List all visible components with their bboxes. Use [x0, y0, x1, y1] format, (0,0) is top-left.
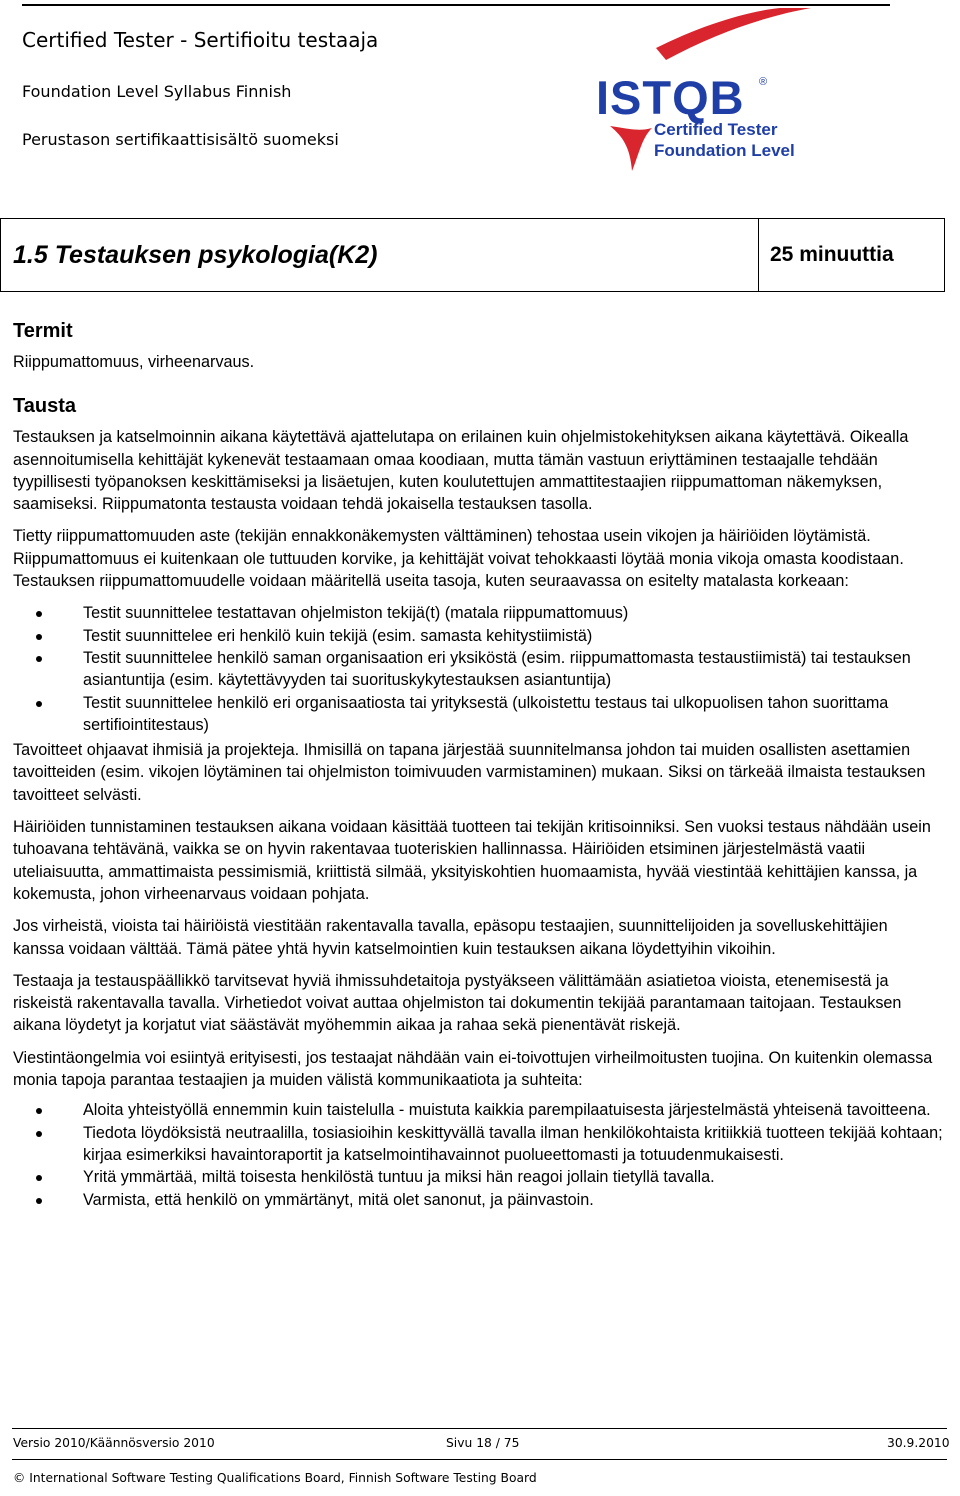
- paragraph: Jos virheistä, vioista tai häiriöistä viestitään rakentavalla tavalla, epäsopu testaajien, suunnittelijoiden ja sovelluskehittäjien kanssa voidaan välttää. Tämä pätee yhtä hyvin katselmointien kuin testauksen aikana löydettyihin vikoihin.: [13, 917, 888, 958]
- list-item: [13, 1099, 943, 1121]
- paragraph: Viestintäongelmia voi esiintyä erityisesti, jos testaajat nähdään vain ei-toivottujen virheilmoitusten tuojina. On kuitenkin olemassa monia tapoja parantaa testaajien ja muiden välistä kommunikaatiota ja suhteita:: [13, 1048, 933, 1090]
- logo-registered: ®: [759, 76, 768, 88]
- logo-swoosh-icon: [596, 8, 896, 78]
- bullet-icon: [36, 1198, 42, 1204]
- list-item: [13, 647, 943, 692]
- bullet-icon: [36, 1175, 42, 1181]
- bullet-icon: [36, 634, 42, 640]
- header-subtitle-en: Foundation Level Syllabus Finnish: [22, 82, 292, 101]
- istqb-logo: [596, 8, 896, 173]
- paragraph: Testaaja ja testauspäällikkö tarvitsevat hyviä ihmissuhdetaitoja pystyäkseen välittämään asiatietoa vioista, etenemisestä ja riskeistä rakentavalla tavalla. Virhetiedot voivat auttaa ohjelmiston tai dokumentin tekijää parantamaan taitojaan. Testauksen aikana löydetyt ja korjatut viat säästävät myöhemmin aikaa ja rahaa sekä pienentävät riskejä.: [13, 971, 902, 1035]
- paragraph: Tietty riippumattomuuden aste (tekijän ennakkonäkemysten välttäminen) tehostaa usein vikojen ja häiriöiden löytämistä. Riippumattomuus ei kuitenkaan ole tuttuuden korvike, ja kehittäjät voivat tehokkaasti löytää monia vikoja omasta koodistaan. Testauksen riippumattomuudelle voidaan määritellä useita tasoja, kuten seuraavassa on esitelty matalasta korkeaan:: [13, 527, 904, 591]
- footer-rule-2: [12, 1459, 947, 1460]
- list-item-text: Testit suunnittelee eri henkilö kuin tekijä (esim. samasta kehitystiimistä): [83, 626, 593, 645]
- paragraph: Tavoitteet ohjaavat ihmisiä ja projekteja. Ihmisillä on tapana järjestää suunnitelmansa johdon tai muiden osallisten asettamien tavoitteiden (esim. vikojen löytäminen tai ohjelmiston toimivuuden varmistaminen) mukaan. Siksi on tärkeää ilmaista testauksen tavoitteet selvästi.: [13, 741, 926, 804]
- bullet-icon: [36, 701, 42, 707]
- section-title-box: [0, 218, 945, 292]
- bullet-icon: [36, 1108, 42, 1114]
- list-item-text: Tiedota löydöksistä neutraalilla, tosiasioihin keskittyvällä tavalla ilman henkilökohtaista kritiikkiä tuotteen tekijää kohtaan; kirjaa esimerkiksi havaintoraportit ja katselmointihavainnot puolueettomasti ja totuudenmukaisesti.: [83, 1123, 943, 1164]
- footer-version: Versio 2010/Käännösversio 2010: [13, 1436, 215, 1450]
- title-box-divider: [758, 219, 759, 291]
- footer-date: 30.9.2010: [887, 1436, 950, 1450]
- independence-list: [13, 602, 943, 736]
- logo-swirl-icon: [602, 116, 662, 176]
- section-duration: 25 minuuttia: [770, 243, 894, 266]
- paragraph: Häiriöiden tunnistaminen testauksen aikana voidaan käsittää tuotteen tai tekijän kritisoinniksi. Sen vuoksi testaus nähdään usein tuhoavana tehtävänä, vaikka se on hyvin rakentavaa tuoteriskien hallinnassa. Häiriöiden etsiminen järjestelmästä vaatii uteliaisuutta, ammattimaista pessimismiä, kriittistä silmää, yksityiskohtien huomaamista, hyvää viestintää kehittäjien kanssa, ja kokemusta, johon virheenarvaus voidaan pohjata.: [13, 818, 931, 903]
- header-rule: [22, 4, 890, 6]
- logo-mark: ISTQB: [596, 71, 745, 124]
- footer-copyright: © International Software Testing Qualifications Board, Finnish Software Testing Board: [13, 1471, 537, 1485]
- list-item: [13, 1166, 943, 1188]
- bullet-icon: [36, 611, 42, 617]
- list-item-text: Testit suunnittelee henkilö eri organisaatiosta tai yrityksestä (ulkoistettu testaus tai ulkopuolisen tahon suorittama sertifiointitestaus): [83, 693, 889, 734]
- footer-page-number: Sivu 18 / 75: [446, 1436, 520, 1450]
- list-item-text: Aloita yhteistyöllä ennemmin kuin taistelulla - muistuta kaikkia parempilaatuisesta järjestelmästä yhteisenä tavoitteena.: [83, 1101, 931, 1120]
- list-item: [13, 692, 943, 737]
- list-item: [13, 1189, 943, 1211]
- paragraph: Testauksen ja katselmoinnin aikana käytettävä ajattelutapa on erilainen kuin ohjelmistokehityksen aikana käytettävä. Oikealla asennoitumisella kehittäjät kykenevät testaamaan omaa koodiaan, mutta tämän vastuun eriyttäminen testaajalle tehdään tyypillisesti työpanoksen keskittämiseksi ja lisäetujen, kuten koulutettujen ammattitestaajien riippumattoman näkemyksen, saamiseksi. Riippumatonta testausta voidaan tehdä jokaisella testauksen tasolla.: [13, 428, 909, 514]
- communication-list: [13, 1099, 943, 1210]
- list-item: [13, 602, 943, 624]
- list-item-text: Yritä ymmärtää, miltä toisesta henkilöstä tuntuu ja miksi hän reagoi jollain tietyllä tavalla.: [83, 1168, 715, 1187]
- bullet-icon: [36, 656, 42, 662]
- page-content: [13, 318, 943, 1211]
- background-heading: Tausta: [13, 395, 76, 418]
- logo-line-2: Foundation Level: [654, 141, 795, 160]
- logo-line-1: Certified Tester: [654, 120, 778, 139]
- footer-rule: [12, 1428, 947, 1429]
- terms-text: Riippumattomuus, virheenarvaus.: [13, 353, 255, 371]
- header-subtitle-fi: Perustason sertifikaattisisältö suomeksi: [22, 130, 339, 149]
- list-item-text: Testit suunnittelee testattavan ohjelmiston tekijä(t) (matala riippumattomuus): [83, 604, 629, 623]
- bullet-icon: [36, 1131, 42, 1137]
- header-title: Certified Tester - Sertifioitu testaaja: [22, 28, 379, 52]
- section-title: 1.5 Testauksen psykologia(K2): [13, 241, 378, 269]
- list-item: [13, 1122, 943, 1167]
- list-item-text: Varmista, että henkilö on ymmärtänyt, mitä olet sanonut, ja päinvastoin.: [83, 1190, 594, 1209]
- list-item: [13, 625, 943, 647]
- list-item-text: Testit suunnittelee henkilö saman organisaation eri yksiköstä (esim. riippumattomasta testaustiimistä) tai testauksen asiantuntija (esim. käytettävyyden tai suorituskykytestauksen asiantuntija): [83, 648, 911, 690]
- terms-heading: Termit: [13, 320, 73, 342]
